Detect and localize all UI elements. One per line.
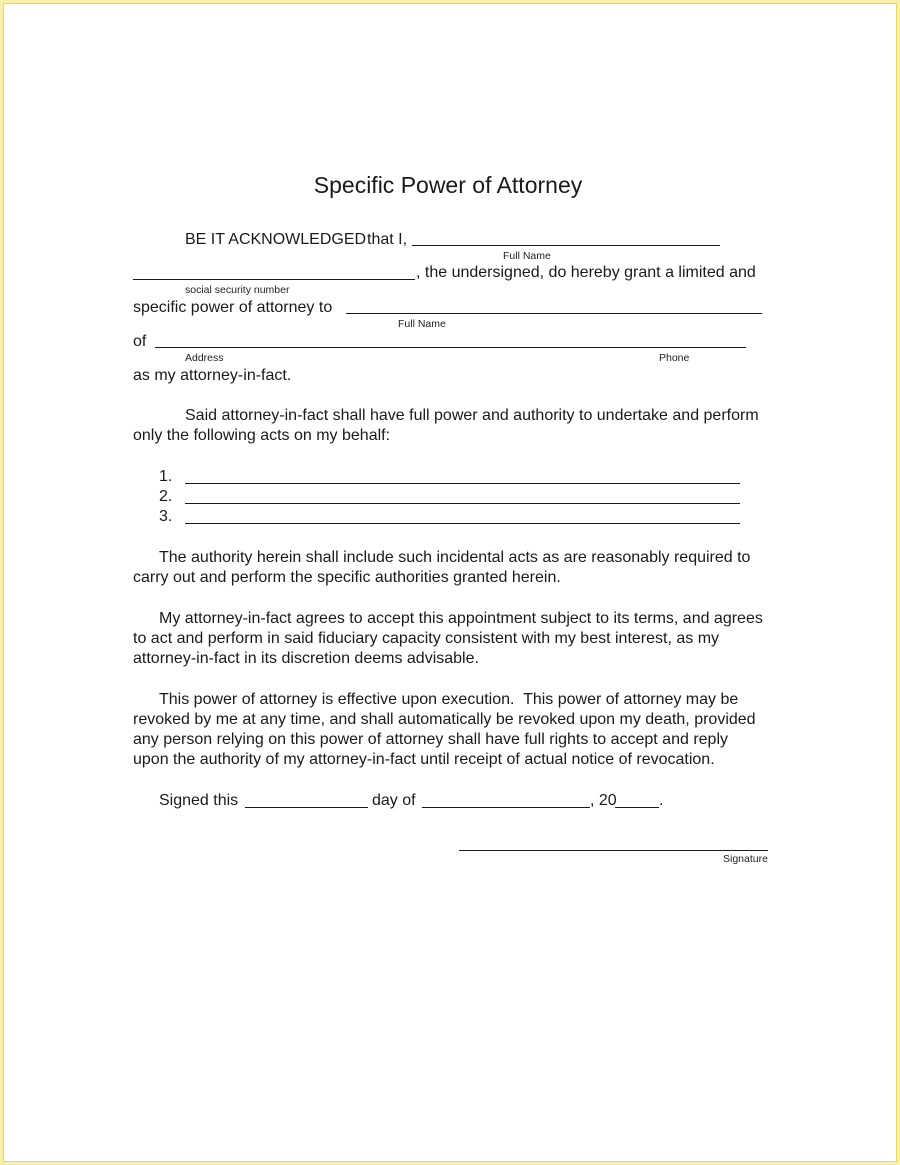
ssn-caption: social security number (185, 284, 290, 296)
para3-line1: My attorney-in-fact agrees to accept this appointment subject to its terms, and agrees (159, 610, 763, 627)
act-number-2: 2. (159, 488, 173, 505)
para1-line2: only the following acts on my behalf: (133, 427, 391, 444)
phone-caption: Phone (659, 352, 690, 364)
of-text: of (133, 333, 147, 350)
act-line-3[interactable] (185, 523, 740, 524)
document-title: Specific Power of Attorney (313, 172, 583, 198)
year-prefix-text: , 20 (590, 792, 617, 809)
act-line-2[interactable] (185, 503, 740, 504)
ssn-line[interactable] (133, 279, 415, 280)
signed-month-line[interactable] (422, 807, 590, 808)
para1-line1: Said attorney-in-fact shall have full power and authority to undertake and perform (185, 407, 759, 424)
document-page (3, 3, 897, 1162)
day-of-text: day of (372, 792, 416, 809)
para3-line2: to act and perform in said fiduciary capacity consistent with my best interest, as my (133, 630, 720, 647)
signed-year-line[interactable] (615, 807, 659, 808)
full-name-caption: Full Name (503, 250, 551, 262)
period-text: . (659, 792, 664, 809)
full-name-caption-2: Full Name (398, 318, 446, 330)
para3-line3: attorney-in-fact in its discretion deems advisable. (133, 650, 479, 667)
signed-this-text: Signed this (159, 792, 239, 809)
act-line-1[interactable] (185, 483, 740, 484)
para2-line2: carry out and perform the specific authorities granted herein. (133, 569, 561, 586)
para4-line3: any person relying on this power of attorney shall have full rights to accept and reply (133, 731, 728, 748)
grantor-name-line[interactable] (412, 245, 720, 246)
that-i-text: that I, (367, 231, 408, 248)
para2-line1: The authority herein shall include such incidental acts as are reasonably required to (159, 549, 751, 566)
address-line[interactable] (155, 347, 746, 348)
para4-line4: upon the authority of my attorney-in-fact until receipt of actual notice of revocation. (133, 751, 715, 768)
attorney-name-line[interactable] (346, 313, 762, 314)
signed-day-line[interactable] (245, 807, 368, 808)
acknowledged-text: BE IT ACKNOWLEDGED (185, 231, 367, 248)
specific-power-text: specific power of attorney to (133, 299, 333, 316)
act-number-3: 3. (159, 508, 173, 525)
signature-line[interactable] (459, 850, 768, 851)
para4-line1: This power of attorney is effective upon execution. This power of attorney may be (159, 691, 739, 708)
signature-caption: Signature (723, 853, 768, 865)
undersigned-text: , the undersigned, do hereby grant a limited and (416, 264, 756, 281)
act-number-1: 1. (159, 468, 173, 485)
address-caption: Address (185, 352, 224, 364)
attorney-in-fact-text: as my attorney-in-fact. (133, 367, 292, 384)
para4-line2: revoked by me at any time, and shall automatically be revoked upon my death, provided (133, 711, 756, 728)
